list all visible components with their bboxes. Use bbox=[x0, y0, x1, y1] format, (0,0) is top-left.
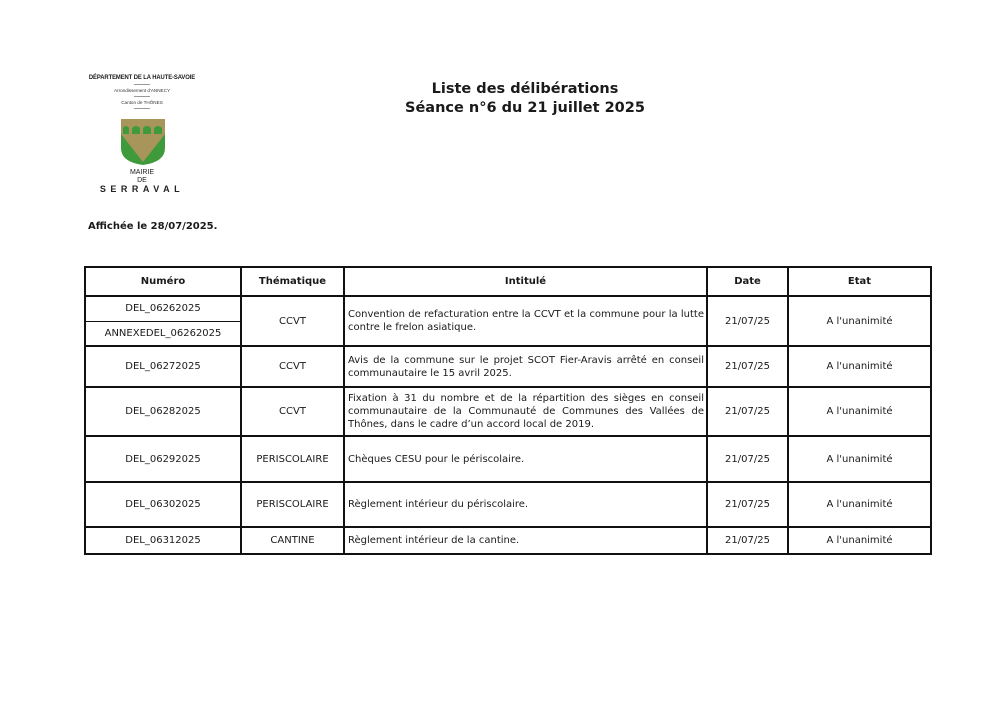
cell-numero: DEL_06272025 bbox=[85, 346, 241, 387]
posted-date: Affichée le 28/07/2025. bbox=[88, 221, 218, 232]
cell-thematique: PERISCOLAIRE bbox=[241, 482, 344, 527]
cell-intitule: Fixation à 31 du nombre et de la répartition des sièges en conseil communautaire de la Communauté de Communes des Vallées de Thônes, dans le cadre d’un accord local de 2019. bbox=[344, 387, 707, 436]
department-name: DÉPARTEMENT DE LA HAUTE-SAVOIE bbox=[88, 74, 196, 81]
cell-date: 21/07/25 bbox=[707, 436, 788, 482]
table-row bbox=[85, 296, 931, 321]
table-header-row bbox=[85, 267, 931, 296]
column-header-numero: Numéro bbox=[85, 267, 241, 296]
deliberations-table bbox=[84, 266, 932, 555]
table-row bbox=[85, 527, 931, 554]
cell-intitule: Chèques CESU pour le périscolaire. bbox=[344, 436, 707, 482]
column-header-date: Date bbox=[707, 267, 788, 296]
cell-date: 21/07/25 bbox=[707, 527, 788, 554]
cell-etat: A l'unanimité bbox=[788, 482, 931, 527]
cell-thematique: CANTINE bbox=[241, 527, 344, 554]
cell-etat: A l'unanimité bbox=[788, 296, 931, 346]
canton-label: Canton de THÔNES bbox=[121, 100, 163, 105]
cell-date: 21/07/25 bbox=[707, 482, 788, 527]
commune-name: SERRAVAL bbox=[99, 184, 185, 194]
cell-numero: DEL_06262025 bbox=[85, 296, 241, 321]
cell-date: 21/07/25 bbox=[707, 387, 788, 436]
mairie-de-label: DE bbox=[137, 177, 147, 184]
cell-thematique: CCVT bbox=[241, 387, 344, 436]
cell-etat: A l'unanimité bbox=[788, 387, 931, 436]
cell-thematique: CCVT bbox=[241, 296, 344, 346]
table-row bbox=[85, 387, 931, 436]
cell-numero: DEL_06302025 bbox=[85, 482, 241, 527]
divider bbox=[134, 84, 150, 85]
mairie-logo bbox=[84, 74, 200, 194]
table-row bbox=[85, 346, 931, 387]
column-header-etat: Etat bbox=[788, 267, 931, 296]
title-line-1: Liste des délibérations bbox=[431, 81, 619, 97]
cell-etat: A l'unanimité bbox=[788, 346, 931, 387]
cell-thematique: CCVT bbox=[241, 346, 344, 387]
cell-numero-annex: ANNEXEDEL_06262025 bbox=[85, 321, 241, 346]
page-title bbox=[380, 80, 670, 118]
cell-numero: DEL_06312025 bbox=[85, 527, 241, 554]
divider bbox=[134, 108, 150, 109]
cell-etat: A l'unanimité bbox=[788, 527, 931, 554]
cell-intitule: Avis de la commune sur le projet SCOT Fier-Aravis arrêté en conseil communautaire le 15 avril 2025. bbox=[344, 346, 707, 387]
cell-date: 21/07/25 bbox=[707, 346, 788, 387]
mairie-label: MAIRIE bbox=[129, 169, 155, 176]
coat-of-arms-icon bbox=[120, 118, 166, 166]
column-header-intitule: Intitulé bbox=[344, 267, 707, 296]
table-row bbox=[85, 436, 931, 482]
cell-intitule: Règlement intérieur de la cantine. bbox=[344, 527, 707, 554]
cell-intitule: Règlement intérieur du périscolaire. bbox=[344, 482, 707, 527]
title-line-2: Séance n°6 du 21 juillet 2025 bbox=[405, 100, 645, 116]
cell-numero: DEL_06282025 bbox=[85, 387, 241, 436]
cell-intitule: Convention de refacturation entre la CCVT et la commune pour la lutte contre le frelon asiatique. bbox=[344, 296, 707, 346]
divider bbox=[134, 96, 150, 97]
table-row bbox=[85, 482, 931, 527]
cell-etat: A l'unanimité bbox=[788, 436, 931, 482]
cell-date: 21/07/25 bbox=[707, 296, 788, 346]
cell-thematique: PERISCOLAIRE bbox=[241, 436, 344, 482]
cell-numero: DEL_06292025 bbox=[85, 436, 241, 482]
column-header-thematique: Thématique bbox=[241, 267, 344, 296]
arrondissement-label: Arrondissement d'ANNECY bbox=[113, 88, 171, 93]
